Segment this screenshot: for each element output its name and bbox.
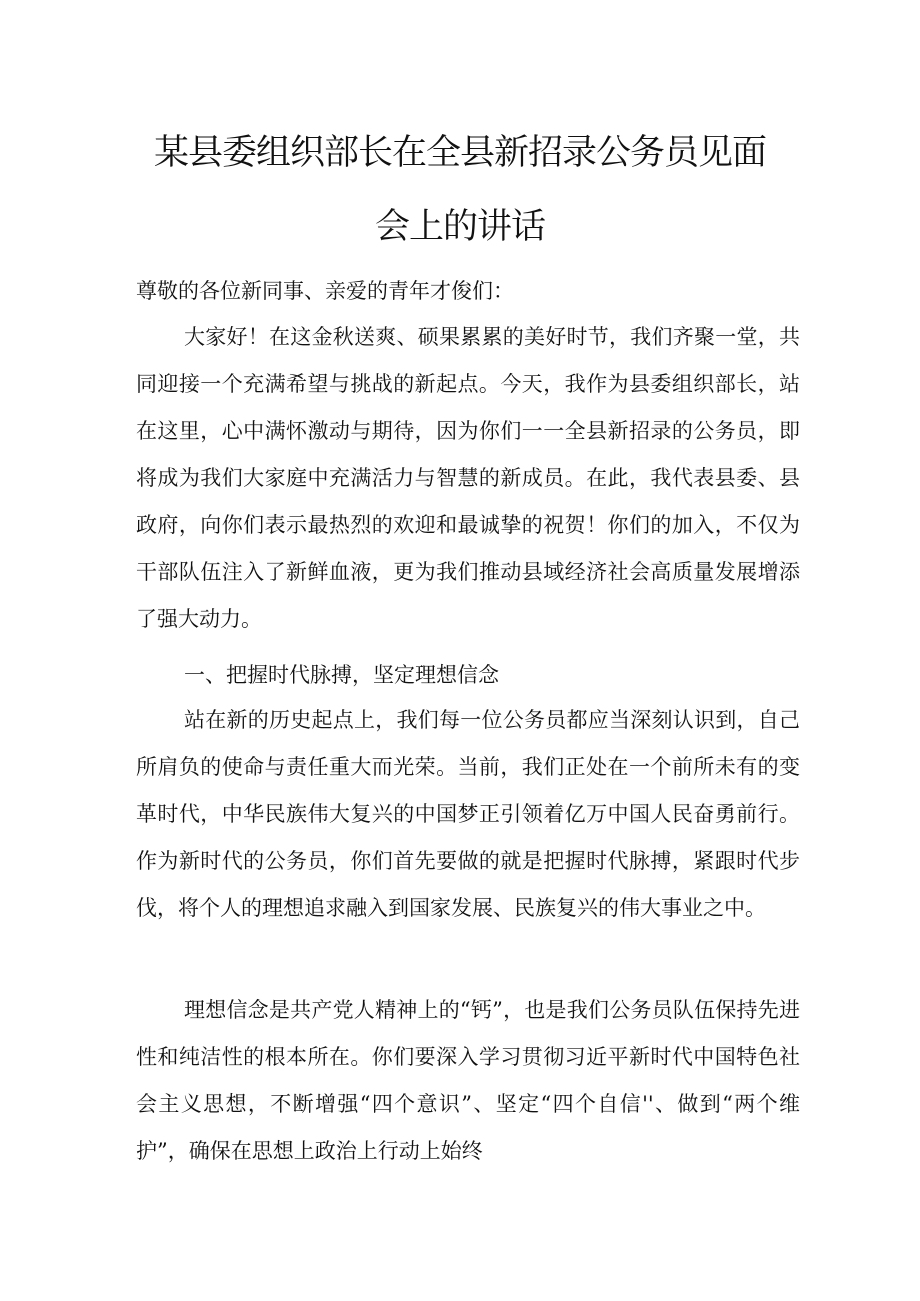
salutation: 尊敬的各位新同事、亲爱的青年才俊们：	[136, 279, 514, 303]
document-title-line-1: 某县委组织部长在全县新招录公务员见面	[153, 133, 766, 173]
paragraph-welcome: 大家好！在这金秋送爽、硕果累累的美好时节，我们齐聚一堂，共同迎接一个充满希望与挑战的新起点。今天，我作为县委组织部长，站在这里，心中满怀激动与期待，因为你们一一全县新招录的公务员，即将成为我们大家庭中充满活力与智慧的新成员。在此，我代表县委、县政府，向你们表示最热烈的欢迎和最诚挚的祝贺！你们的加入，不仅为干部队伍注入了新鲜血液，更为我们推动县域经济社会高质量发展增添了强大动力。	[136, 325, 800, 631]
section-heading-1: 一、把握时代脉搏，坚定理想信念	[184, 663, 499, 687]
document-title-line-2: 会上的讲话	[374, 207, 545, 247]
paragraph-ideals: 理想信念是共产党人精神上的“钙”，也是我们公务员队伍保持先进性和纯洁性的根本所在。你们要深入学习贯彻习近平新时代中国特色社会主义思想，不断增强“四个意识”、坚定“四个自信''、做到“两个维护”，确保在思想上政治上行动上始终	[136, 998, 800, 1163]
paragraph-era: 站在新的历史起点上，我们每一位公务员都应当深刻认识到，自己所肩负的使命与责任重大而光荣。当前，我们正处在一个前所未有的变革时代，中华民族伟大复兴的中国梦正引领着亿万中国人民奋勇前行。作为新时代的公务员，你们首先要做的就是把握时代脉搏，紧跟时代步伐，将个人的理想追求融入到国家发展、民族复兴的伟大事业之中。	[136, 708, 800, 920]
